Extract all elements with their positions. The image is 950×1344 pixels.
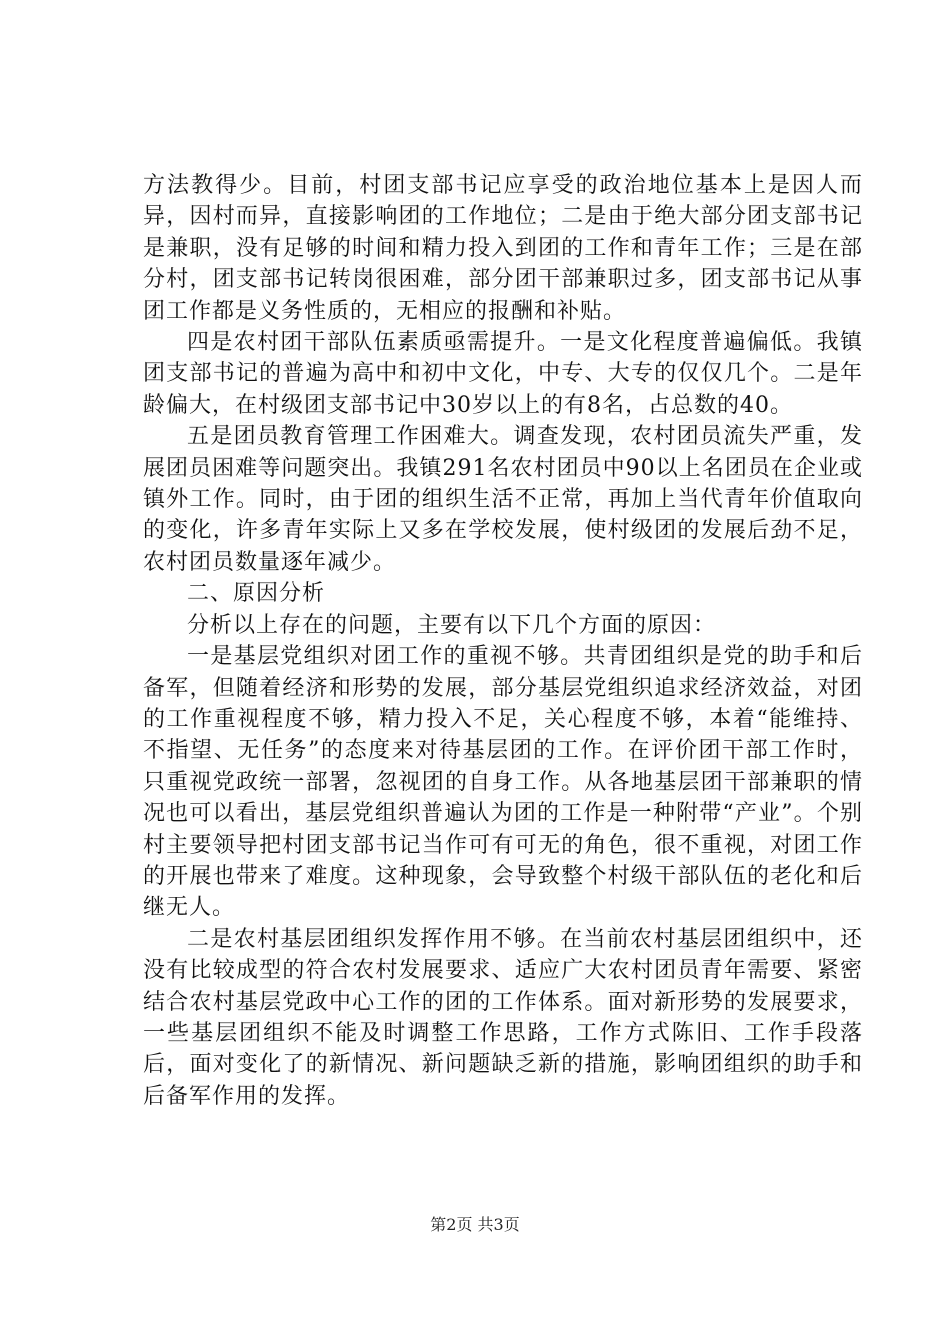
document-body — [143, 170, 863, 1112]
paragraph-6: 一是基层党组织对团工作的重视不够。共青团组织是党的助手和后备军，但随着经济和形势的发展，部分基层党组织追求经济效益，对团的工作重视程度不够，精力投入不足，关心程度不够，本着“能维持、不指望、无任务”的态度来对待基层团的工作。在评价团干部工作时，只重视党政统一部署，忽视团的自身工作。从各地基层团干部兼职的情况也可以看出，基层党组织普遍认为团的工作是一种附带“产业”。个别村主要领导把村团支部书记当作可有可无的角色，很不重视，对团工作的开展也带来了难度。这种现象，会导致整个村级干部队伍的老化和后继无人。 — [143, 644, 863, 921]
page-footer: 第2页 共3页 — [430, 1215, 520, 1234]
paragraph-3: 五是团员教育管理工作困难大。调查发现，农村团员流失严重，发展团员困难等问题突出。我镇291名农村团员中90以上名团员在企业或镇外工作。同时，由于团的组织生活不正常，再加上当代青年价值取向的变化，许多青年实际上又多在学校发展，使村级团的发展后劲不足，农村团员数量逐年减少。 — [143, 424, 863, 575]
paragraph-7: 二是农村基层团组织发挥作用不够。在当前农村基层团组织中，还没有比较成型的符合农村发展要求、适应广大农村团员青年需要、紧密结合农村基层党政中心工作的团的工作体系。面对新形势的发展要求，一些基层团组织不能及时调整工作思路，工作方式陈旧、工作手段落后，面对变化了的新情况、新问题缺乏新的措施，影响团组织的助手和后备军作用的发挥。 — [143, 926, 863, 1109]
paragraph-2: 四是农村团干部队伍素质亟需提升。一是文化程度普遍偏低。我镇团支部书记的普遍为高中和初中文化，中专、大专的仅仅几个。二是年龄偏大，在村级团支部书记中30岁以上的有8名，占总数的40。 — [143, 330, 863, 418]
paragraph-1: 方法教得少。目前，村团支部书记应享受的政治地位基本上是因人而异，因村而异，直接影响团的工作地位；二是由于绝大部分团支部书记是兼职，没有足够的时间和精力投入到团的工作和青年工作；三是在部分村，团支部书记转岗很困难，部分团干部兼职过多，团支部书记从事团工作都是义务性质的，无相应的报酬和补贴。 — [143, 173, 863, 324]
section-heading: 二、原因分析 — [187, 581, 326, 607]
paragraph-5: 分析以上存在的问题，主要有以下几个方面的原因： — [187, 612, 717, 638]
